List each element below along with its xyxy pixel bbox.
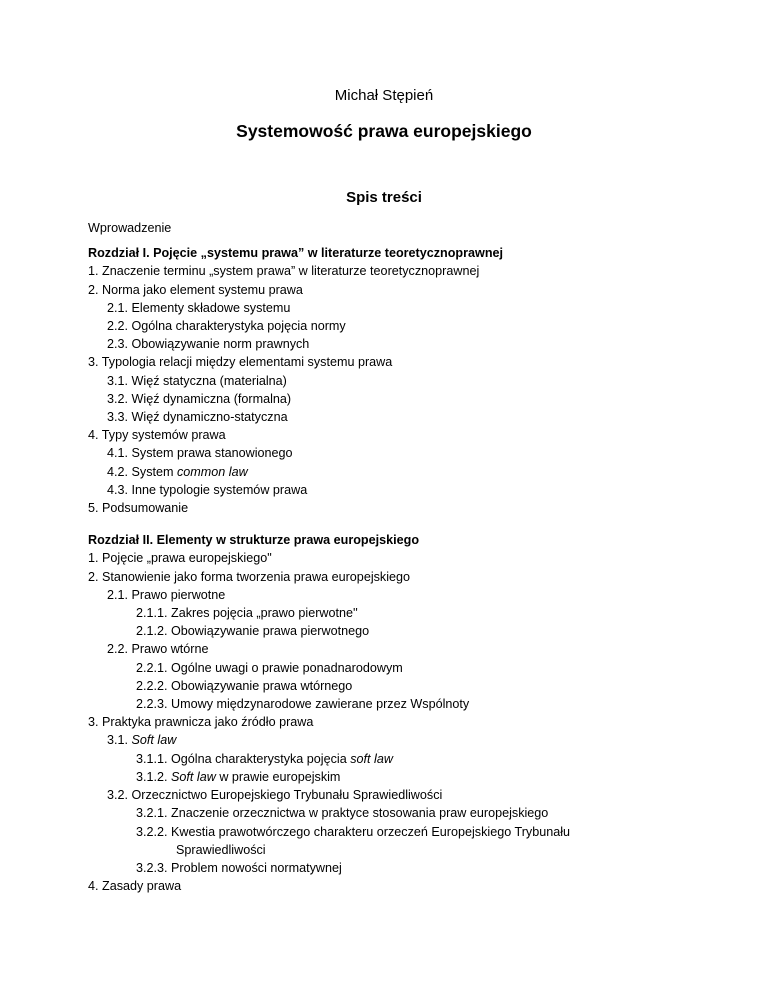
toc-entry-italic-text: Soft law: [131, 733, 177, 748]
toc-entry: [88, 750, 708, 768]
toc-entry: 2.1. Elementy składowe systemu: [107, 300, 291, 315]
toc-entry: 2.1.2. Obowiązywanie prawa pierwotnego: [136, 624, 370, 639]
toc-entry: 4. Typy systemów prawa: [88, 428, 226, 443]
toc-entry: 1. Znaczenie terminu „system prawa” w literaturze teoretycznoprawnej: [88, 264, 480, 279]
toc-entry: 3.2.3. Problem nowości normatywnej: [136, 860, 342, 875]
toc-entry: 2.2.3. Umowy międzynarodowe zawierane przez Wspólnoty: [136, 697, 470, 712]
toc-entry: 3.3. Więź dynamiczno-statyczna: [107, 410, 288, 425]
toc-entry: 2.2. Prawo wtórne: [107, 642, 209, 657]
toc-entry: 2.2. Ogólna charakterystyka pojęcia normy: [107, 319, 346, 334]
toc-entry-text: 3.1.: [107, 733, 132, 748]
toc-chapter-2-heading: Rozdział II. Elementy w strukturze prawa europejskiego: [88, 533, 420, 548]
toc-entry-intro: Wprowadzenie: [88, 221, 172, 235]
toc-entry: 3.2.1. Znaczenie orzecznictwa w praktyce stosowania praw europejskiego: [136, 806, 549, 821]
toc-entry: [88, 768, 708, 786]
toc-entry-text: 3.1.2.: [136, 769, 172, 784]
toc-entry-italic-text: Soft law: [171, 769, 216, 784]
toc-entry: 1. Pojęcie „prawa europejskiego": [88, 551, 272, 566]
toc-entry: 3.2.2. Kwestia prawotwórczego charakteru orzeczeń Europejskiego Trybunału: [136, 824, 571, 839]
toc-entry: 4.1. System prawa stanowionego: [107, 446, 293, 461]
table-of-contents: [88, 219, 708, 895]
toc-entry: 3.1. Więź statyczna (materialna): [107, 373, 287, 388]
toc-entry: 4. Zasady prawa: [88, 879, 182, 894]
toc-entry-italic-text: soft law: [350, 751, 393, 766]
toc-entry-text: 3.1.1. Ogólna charakterystyka pojęcia: [136, 751, 351, 766]
toc-entry: 2.2.2. Obowiązywanie prawa wtórnego: [136, 678, 353, 693]
document-title: Systemowość prawa europejskiego: [236, 121, 532, 141]
toc-entry: 3.2. Orzecznictwo Europejskiego Trybunału Sprawiedliwości: [107, 788, 443, 803]
toc-entry: 2.2.1. Ogólne uwagi o prawie ponadnarodowym: [136, 660, 403, 675]
toc-entry: [88, 463, 708, 481]
toc-entry: 3. Typologia relacji między elementami systemu prawa: [88, 355, 393, 370]
author-name: Michał Stępień: [334, 87, 434, 104]
toc-entry: 2.1. Prawo pierwotne: [107, 587, 226, 602]
toc-chapter-1-heading: Rozdział I. Pojęcie „systemu prawa” w literaturze teoretycznoprawnej: [88, 246, 504, 261]
toc-entry: 3.2. Więź dynamiczna (formalna): [107, 391, 292, 406]
toc-entry-text: w prawie europejskim: [215, 769, 341, 784]
toc-entry: 4.3. Inne typologie systemów prawa: [107, 482, 308, 497]
toc-entry: 2.1.1. Zakres pojęcia „prawo pierwotne'': [136, 606, 358, 621]
toc-entry-italic-text: common law: [177, 464, 248, 479]
toc-entry: 2. Norma jako element systemu prawa: [88, 282, 303, 297]
toc-entry: 3. Praktyka prawnicza jako źródło prawa: [88, 715, 314, 730]
toc-entry-text: 4.2. System: [107, 464, 177, 479]
toc-entry: 2.3. Obowiązywanie norm prawnych: [107, 337, 310, 352]
toc-entry: 2. Stanowienie jako forma tworzenia prawa europejskiego: [88, 569, 411, 584]
toc-heading: Spis treści: [346, 189, 422, 206]
toc-entry: 5. Podsumowanie: [88, 501, 189, 516]
toc-entry: [88, 731, 708, 749]
toc-entry-continuation: Sprawiedliwości: [176, 842, 266, 857]
